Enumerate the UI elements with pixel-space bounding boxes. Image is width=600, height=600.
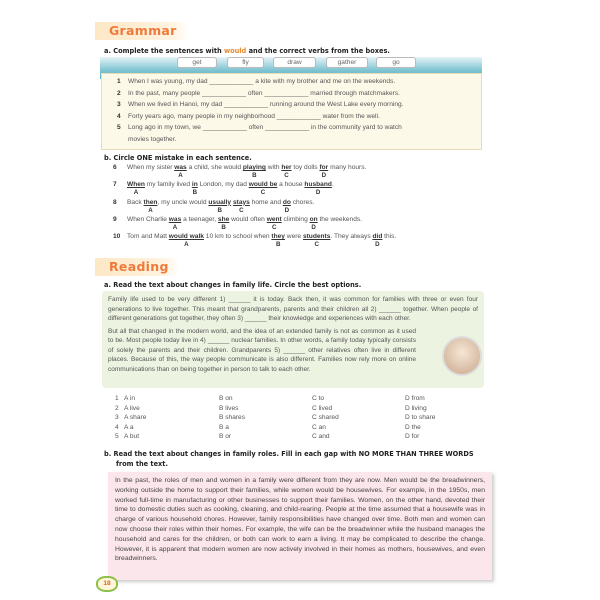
word-box: draw — [273, 57, 316, 68]
sentence-text: When Charlie — [127, 215, 169, 223]
option-letter: A — [172, 223, 178, 231]
sentence-text: my family lived — [144, 181, 192, 189]
instr-text: and the correct verbs from the boxes. — [246, 47, 390, 55]
option-text: playing — [242, 164, 266, 171]
mistake-sentence — [113, 233, 397, 249]
answer-option[interactable]: A a — [124, 423, 134, 431]
option-letter: B — [192, 189, 198, 197]
option-word[interactable] — [168, 215, 182, 231]
answer-option[interactable]: D for — [405, 433, 420, 440]
option-word[interactable] — [191, 181, 198, 197]
sentence-text: home and — [249, 198, 283, 206]
answer-option[interactable]: A share — [124, 414, 147, 421]
option-text: was — [168, 215, 182, 223]
option-letter: A — [178, 172, 183, 179]
sentence-number: 6 — [113, 164, 117, 171]
option-text: in — [191, 181, 198, 189]
sentence-text: the weekends. — [317, 215, 362, 223]
family-illustration — [442, 336, 482, 376]
answer-option[interactable]: A live — [124, 404, 140, 412]
grammar-sentence — [117, 78, 395, 85]
sentence-text: , my uncle would — [157, 198, 209, 206]
grammar-b-instruction: b. Circle ONE mistake in each sentence. — [104, 154, 252, 162]
sentence-text: would often — [229, 215, 267, 223]
answer-option[interactable]: C shared — [312, 414, 339, 421]
answer-option[interactable]: A in — [124, 395, 135, 402]
sentence-number: 3 — [117, 101, 121, 108]
option-letter: D — [375, 241, 380, 249]
sentence-text: Back — [127, 198, 144, 206]
reading-b-instruction: b. Read the text about changes in family roles. Fill in each gap with NO MORE THAN THREE WORDS — [104, 450, 474, 458]
option-letter: B — [221, 223, 226, 231]
word-box: fly — [227, 57, 264, 68]
reading-a-passage — [102, 291, 484, 388]
option-text: they — [271, 233, 285, 241]
option-text: usually — [208, 198, 232, 206]
sentence-text: a teenager, — [181, 215, 218, 223]
sentence-number: 1 — [117, 78, 121, 85]
reading-b-passage: In the past, the roles of men and women in a family were different from they are now. Men would be the breadwinners, working outside the home to support their families, while women would be housewives. For example, in the 1950s, men worked full-time in manufacturing or other businesses to support their families. Women, on the other hand, devoted their time to domestic duties such as cooking, cleaning, and child-rearing. People at the time assumed that a housewife was in charge of various household chores. However, family responsibilities have changed over time. Both men and women can now choose their roles within their homes. For example, the wife can be the breadwinner while the husband manages the household and cares for the children, or both can work to earn a living. It may be complicated to describe the change. However, it is apparent that modern women are now actively involved in their homes as mothers, housewives, and even breadwinners. — [108, 472, 492, 580]
option-word[interactable] — [271, 233, 285, 249]
sentence-text: When we lived in Hanoi, my dad ____________ running around the West Lake every morning. — [128, 101, 404, 108]
sentence-text: climbing — [281, 215, 310, 223]
paragraph: Family life used to be very different 1) ______ it is today. Back then, it was common for families with three or even four generations to live together. This meant that grandparents, parents and their children all 2) ______ together. When people of different generations got together, they often 3) ______ their knowledge and experiences with each other. — [108, 296, 478, 322]
sentence-text: this. — [382, 233, 397, 241]
word-box: get — [177, 57, 217, 68]
option-text: went — [266, 215, 282, 223]
option-letter: C — [284, 172, 289, 179]
option-letter: D — [284, 206, 290, 214]
sentence-text: . They always — [330, 233, 373, 241]
answer-option[interactable]: B on — [219, 395, 233, 402]
grammar-sentence — [117, 101, 404, 108]
option-text: was — [174, 164, 187, 171]
answer-option[interactable]: B lives — [219, 404, 239, 412]
option-text: she — [217, 215, 230, 223]
option-word[interactable] — [304, 181, 332, 197]
option-letter: D — [311, 223, 316, 231]
question-number: 1 — [115, 395, 119, 402]
sentence-number: 7 — [113, 181, 117, 189]
option-word[interactable] — [208, 198, 232, 214]
answer-option[interactable]: D living — [405, 404, 427, 412]
sentence-number: 9 — [113, 215, 117, 223]
option-word[interactable] — [319, 164, 329, 179]
answer-option[interactable]: C an — [312, 423, 326, 431]
mistake-sentence — [113, 181, 334, 197]
sentence-text: 10 km to school when — [203, 233, 272, 241]
option-letter: B — [252, 172, 257, 179]
reading-b-instruction-cont: from the text. — [116, 460, 168, 468]
instr-text: a. Complete the sentences with — [104, 47, 224, 55]
answer-option[interactable]: C and — [312, 433, 330, 440]
option-letter: B — [217, 206, 222, 214]
page-number: 18 — [96, 576, 118, 592]
sentence-text: a child, she would — [186, 164, 243, 171]
option-text: her — [281, 164, 292, 171]
option-letter: C — [314, 241, 319, 249]
sentence-number: 2 — [117, 89, 121, 97]
paragraph: But all that changed in the modern world, and the idea of an extended family is not as common as it used to be. Most people today live in 4) ______ nuclear families. In other words, a family today typically consists of solely the parents and their children. Grandparents 5) ______ other relatives often live in different places. Because of this, the way people communicate is also different. Families now rely more on online communications than on being together in person to talk to each other. — [108, 327, 416, 373]
option-text: stays — [232, 198, 250, 206]
option-word[interactable] — [143, 198, 158, 214]
mistake-sentence — [113, 215, 362, 231]
option-text: then — [143, 198, 158, 206]
sentence-text: with — [265, 164, 282, 171]
sentence-text: a house — [277, 181, 305, 189]
option-letter: B — [275, 241, 281, 249]
question-number: 2 — [115, 404, 119, 412]
option-text: When — [127, 181, 145, 189]
answer-option[interactable]: D to share — [405, 414, 436, 421]
answer-option[interactable]: B or — [219, 433, 232, 440]
option-letter: A — [184, 241, 189, 249]
mistake-sentence — [113, 198, 315, 214]
grammar-sentence — [117, 136, 176, 143]
sentence-number: 10 — [113, 233, 121, 241]
answer-option[interactable]: C lived — [312, 404, 333, 412]
question-number: 4 — [115, 423, 119, 431]
grammar-sentence — [117, 90, 400, 97]
sentence-text: Tom and Matt — [127, 233, 169, 241]
option-word[interactable] — [302, 233, 331, 249]
sentence-text: When I was young, my dad ____________ a kite with my brother and me on the weekends. — [128, 78, 396, 85]
option-text: on — [309, 215, 318, 223]
answer-option[interactable]: B a — [219, 423, 229, 431]
option-text: did — [372, 233, 383, 241]
sentence-number: 4 — [117, 112, 121, 120]
sentence-text: . — [331, 181, 334, 189]
sentence-text: When my sister — [127, 164, 175, 171]
grammar-heading: Grammar — [95, 22, 190, 40]
option-word[interactable] — [266, 215, 282, 231]
sentence-text: Long ago in my town, we ____________ often ____________ in the community yard to watch — [128, 124, 402, 131]
question-number: 3 — [115, 414, 119, 421]
option-word[interactable] — [242, 164, 266, 179]
answer-option[interactable]: B shares — [219, 414, 246, 421]
option-word[interactable] — [309, 215, 318, 231]
sentence-text: London, my dad — [197, 181, 249, 189]
option-letter: C — [260, 189, 266, 197]
sentence-number: 8 — [113, 198, 117, 206]
reading-heading: Reading — [95, 258, 180, 276]
answer-option[interactable]: A but — [124, 433, 140, 440]
sentence-text: chores. — [290, 198, 315, 206]
option-text: do — [282, 198, 291, 206]
option-word[interactable] — [248, 181, 278, 197]
grammar-a-instruction — [104, 47, 390, 55]
sentence-text: were — [284, 233, 303, 241]
option-word[interactable] — [127, 181, 145, 197]
option-letter: D — [321, 172, 327, 179]
option-word[interactable] — [372, 233, 383, 249]
answer-option[interactable]: C to — [312, 395, 325, 402]
word-box: go — [376, 57, 416, 68]
word-box: gather — [326, 57, 368, 68]
option-letter: A — [148, 206, 153, 214]
option-text: would walk — [168, 233, 204, 241]
sentence-text: movies together. — [128, 135, 177, 143]
option-text: for — [319, 164, 329, 171]
option-text: would be — [248, 181, 278, 189]
sentence-text: toy dolls — [291, 164, 320, 171]
grammar-a-box — [101, 73, 482, 150]
option-letter: C — [239, 206, 244, 214]
option-word[interactable] — [281, 164, 292, 179]
sentence-number: 5 — [117, 124, 121, 131]
option-word[interactable] — [168, 233, 204, 249]
sentence-text: Forty years ago, many people in my neighborhood ____________ water from the well. — [128, 112, 380, 120]
option-letter: C — [271, 223, 277, 231]
option-word[interactable] — [232, 198, 250, 214]
grammar-sentence — [117, 124, 402, 131]
sentence-text: many hours. — [328, 164, 367, 171]
option-text: students — [302, 233, 331, 241]
question-number: 5 — [115, 433, 119, 440]
option-word[interactable] — [217, 215, 230, 231]
option-text: husband — [304, 181, 332, 189]
option-word[interactable] — [174, 164, 187, 179]
grammar-sentence — [117, 113, 380, 120]
sentence-text: In the past, many people ____________ often ____________ married through matchmakers. — [128, 89, 400, 97]
mistake-sentence — [113, 164, 367, 179]
reading-a-instruction: a. Read the text about changes in family life. Circle the best options. — [104, 281, 362, 289]
option-letter: D — [315, 189, 321, 197]
option-letter: A — [133, 189, 139, 197]
answer-option[interactable]: D from — [405, 395, 425, 402]
option-word[interactable] — [282, 198, 291, 214]
instr-highlight: would — [223, 47, 247, 55]
answer-option[interactable]: D the — [405, 423, 421, 431]
